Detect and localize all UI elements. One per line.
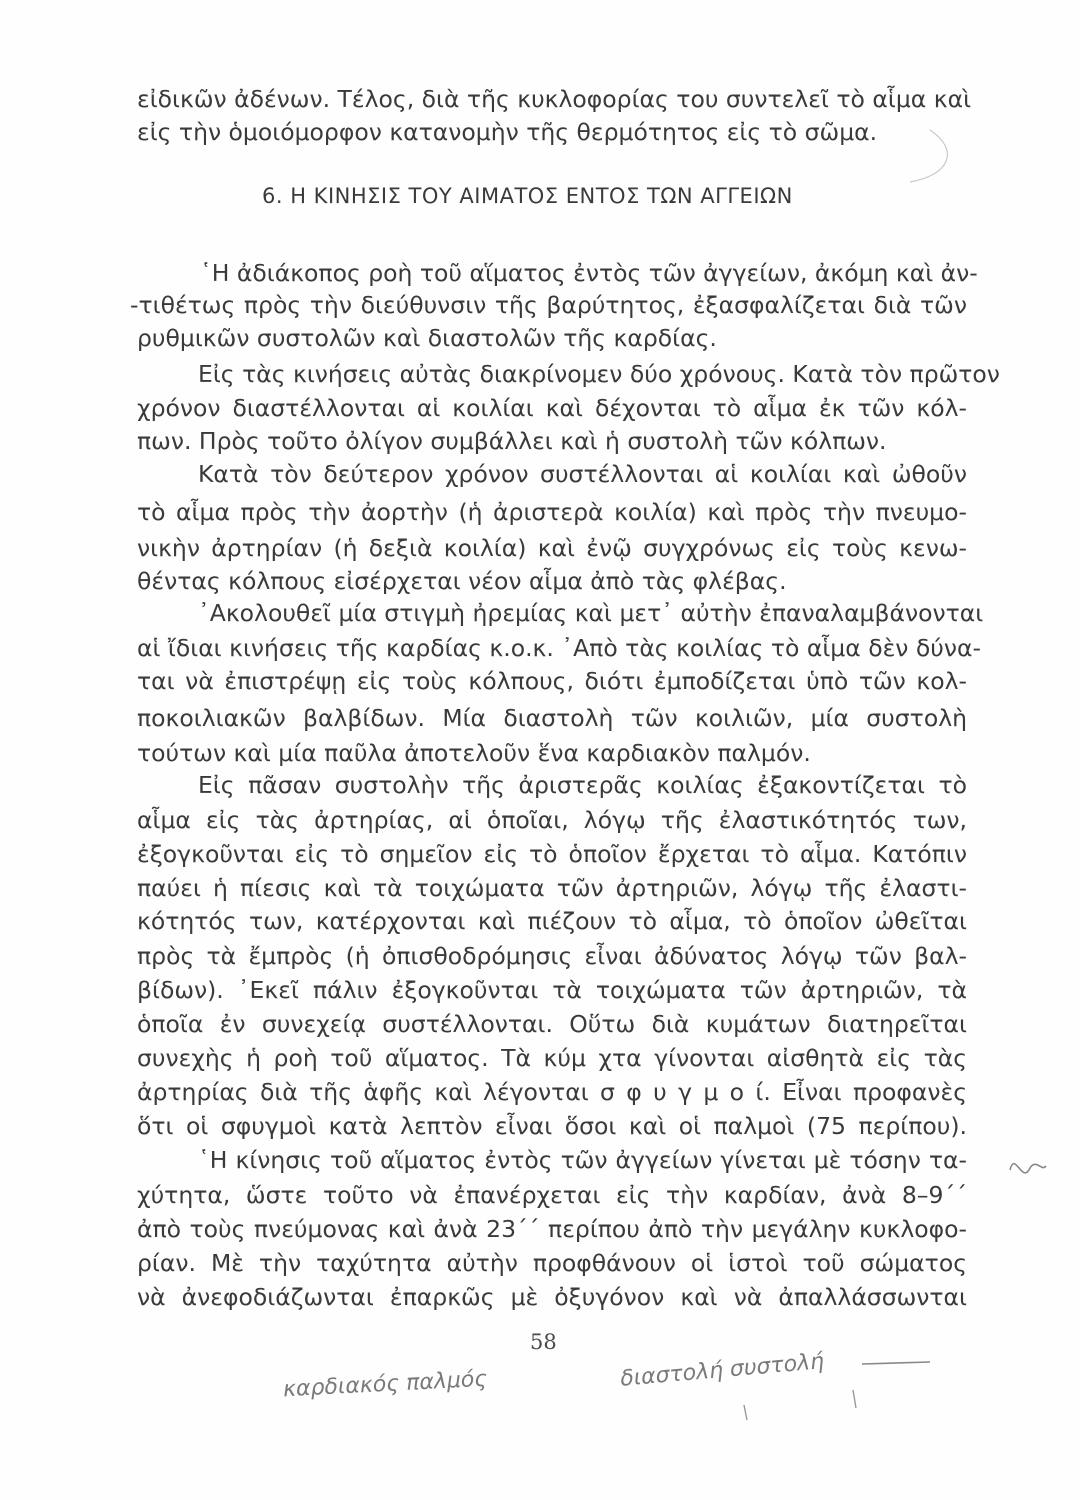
text-line: νικὴν ἀρτηρίαν (ἡ δεξιὰ κοιλία) καὶ ἐνῷ συγχρόνως εἰς τοὺς κενω- (137, 534, 967, 562)
text-line: ἀπὸ τοὺς πνεύμονας καὶ ἀνὰ 23΄΄ περίπου ἀπὸ τὴν μεγάλην κυκλοφο- (137, 1215, 967, 1243)
text-line: Κατὰ τὸν δεύτερον χρόνον συστέλλονται αἱ κοιλίαι καὶ ὠθοῦν (198, 460, 967, 488)
text-line: ἀρτηρίας διὰ τῆς ἁφῆς καὶ λέγονται σ φ υ γ μ ο ί. Εἶναι προφανὲς (137, 1078, 967, 1106)
text-line: ῾Η κίνησις τοῦ αἵματος ἐντὸς τῶν ἀγγείων γίνεται μὲ τόσην τα- (198, 1146, 967, 1174)
text-line: χρόνον διαστέλλονται αἱ κοιλίαι καὶ δέχονται τὸ αἷμα ἐκ τῶν κόλ- (137, 394, 967, 422)
margin-squiggle (1010, 1164, 1046, 1173)
text-line: τούτων καὶ μία παῦλα ἀποτελοῦν ἕνα καρδιακὸν παλμόν. (137, 739, 811, 767)
pencil-tick (744, 1405, 747, 1420)
text-line: Εἰς πᾶσαν συστολὴν τῆς ἀριστερᾶς κοιλίας ἐξακοντίζεται τὸ (198, 771, 967, 799)
text-line: αἱ ἴδιαι κινήσεις τῆς καρδίας κ.ο.κ. ᾿Απὸ τὰς κοιλίας τὸ αἷμα δὲν δύνα- (137, 634, 981, 662)
text-line: ῾Η ἀδιάκοπος ροὴ τοῦ αἵματος ἐντὸς τῶν ἀγγείων, ἀκόμη καὶ ἀν- (200, 259, 978, 287)
section-heading: 6. Η ΚΙΝΗΣΙΣ ΤΟΥ ΑΙΜΑΤΟΣ ΕΝΤΟΣ ΤΩΝ ΑΓΓΕΙΩΝ (262, 184, 793, 208)
pencil-annotation-right: διαστολή συστολή (619, 1349, 825, 1392)
text-line: αἷμα εἰς τὰς ἀρτηρίας, αἱ ὁποῖαι, λόγῳ τῆς ἐλαστικότητός των, (137, 806, 967, 834)
pencil-annotation-left: καρδιακός παλμός (282, 1366, 488, 1403)
text-line: παύει ἡ πίεσις καὶ τὰ τοιχώματα τῶν ἀρτηριῶν, λόγῳ τῆς ἐλαστι- (137, 874, 967, 902)
pencil-dash (862, 1362, 930, 1364)
page-number: 58 (530, 1330, 557, 1354)
text-line: Εἰς τὰς κινήσεις αὐτὰς διακρίνομεν δύο χρόνους. Κατὰ τὸν πρῶτον (198, 360, 1000, 388)
text-line: βίδων). ᾿Εκεῖ πάλιν ἐξογκοῦνται τὰ τοιχώματα τῶν ἀρτηριῶν, τὰ (137, 976, 967, 1004)
text-line: πων. Πρὸς τοῦτο ὀλίγον συμβάλλει καὶ ἡ συστολὴ τῶν κόλπων. (137, 427, 887, 455)
text-line: τὸ αἷμα πρὸς τὴν ἀορτὴν (ἡ ἀριστερὰ κοιλία) καὶ πρὸς τὴν πνευμο- (137, 498, 967, 526)
text-line: ὅτι οἱ σφυγμοὶ κατὰ λεπτὸν εἶναι ὅσοι καὶ οἱ παλμοὶ (75 περίπου). (137, 1112, 967, 1140)
text-line: κότητός των, κατέρχονται καὶ πιέζουν τὸ αἷμα, τὸ ὁποῖον ὠθεῖται (137, 907, 967, 935)
text-line: ται νὰ ἐπιστρέψῃ εἰς τοὺς κόλπους, διότι ἐμποδίζεται ὑπὸ τῶν κολ- (137, 667, 967, 695)
text-line: ρυθμικῶν συστολῶν καὶ διαστολῶν τῆς καρδίας. (137, 324, 717, 352)
text-line: -τιθέτως πρὸς τὴν διεύθυνσιν τῆς βαρύτητος, ἐξασφαλίζεται διὰ τῶν (130, 291, 967, 319)
text-line: ᾿Ακολουθεῖ μία στιγμὴ ἠρεμίας καὶ μετ᾿ αὐτὴν ἐπαναλαμβάνονται (198, 599, 984, 627)
text-line: νὰ ἀνεφοδιάζωνται ἐπαρκῶς μὲ ὀξυγόνον καὶ νὰ ἀπαλλάσσωνται (137, 1283, 967, 1311)
text-line: πρὸς τὰ ἔμπρὸς (ἡ ὀπισθοδρόμησις εἶναι ἀδύνατος λόγῳ τῶν βαλ- (137, 942, 967, 970)
text-line: ἐξογκοῦνται εἰς τὸ σημεῖον εἰς τὸ ὁποῖον ἔρχεται τὸ αἷμα. Κατόπιν (137, 840, 967, 868)
text-line: συνεχὴς ἡ ροὴ τοῦ αἵματος. Τὰ κύμ χτα γίνονται αἰσθητὰ εἰς τὰς (137, 1044, 967, 1072)
text-line: θέντας κόλπους εἰσέρχεται νέον αἷμα ἀπὸ τὰς φλέβας. (137, 567, 787, 595)
text-line: εἰς τὴν ὁμοιόμορφον κατανομὴν τῆς θερμότητος εἰς τὸ σῶμα. (137, 118, 878, 146)
text-line: χύτητα, ὥστε τοῦτο νὰ ἐπανέρχεται εἰς τὴν καρδίαν, ἀνὰ 8–9΄΄ (137, 1181, 967, 1209)
pencil-curve (910, 130, 947, 182)
text-line: ὁποῖα ἐν συνεχείᾳ συστέλλονται. Οὕτω διὰ κυμάτων διατηρεῖται (137, 1010, 967, 1038)
text-line: ρίαν. Μὲ τὴν ταχύτητα αὐτὴν προφθάνουν οἱ ἱστοὶ τοῦ σώματος (137, 1249, 967, 1277)
text-line: ποκοιλιακῶν βαλβίδων. Μία διαστολὴ τῶν κοιλιῶν, μία συστολὴ (137, 704, 967, 732)
pencil-tick (853, 1390, 856, 1408)
text-line: εἰδικῶν ἀδένων. Τέλος, διὰ τῆς κυκλοφορίας του συντελεῖ τὸ αἷμα καὶ (137, 85, 972, 113)
